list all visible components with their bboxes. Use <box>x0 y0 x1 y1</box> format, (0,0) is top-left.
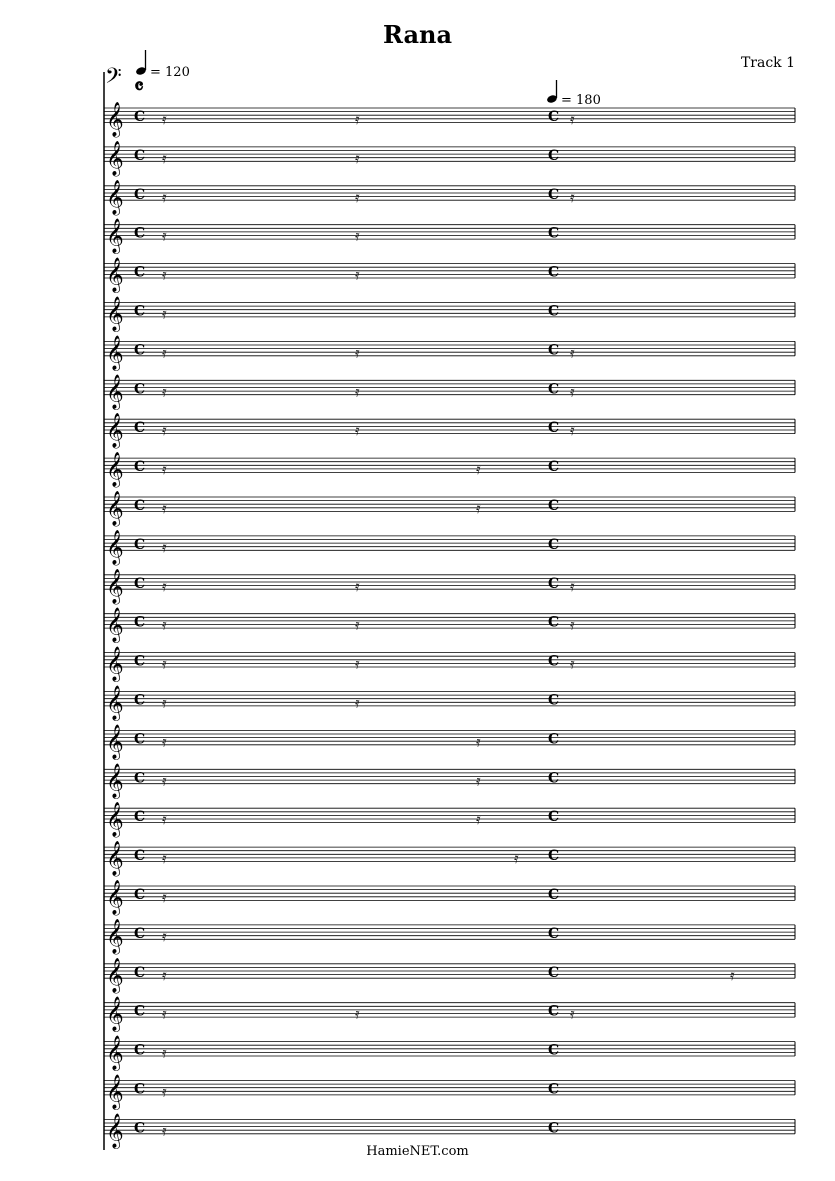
rest-icon: 𝄿 <box>162 1043 167 1062</box>
rest-icon: 𝄿 <box>162 615 167 634</box>
treble-clef-icon: 𝄞 <box>106 1074 124 1110</box>
treble-clef-icon: 𝄞 <box>106 413 124 449</box>
rest-icon: 𝄿 <box>162 1082 167 1101</box>
treble-clef-icon: 𝄞 <box>106 452 124 488</box>
treble-clef-icon: 𝄞 <box>106 763 124 799</box>
staff <box>104 102 795 138</box>
rest-icon: 𝄿 <box>162 654 167 673</box>
treble-clef-icon: 𝄞 <box>106 140 124 176</box>
rest-icon: 𝄿 <box>570 343 575 362</box>
time-signature-icon: C <box>134 342 146 359</box>
rest-icon: 𝄿 <box>162 226 167 245</box>
time-signature-icon: C <box>134 614 146 631</box>
rest-icon: 𝄿 <box>355 1004 360 1023</box>
treble-clef-icon: 𝄞 <box>106 802 124 838</box>
time-signature-icon: C <box>548 1081 560 1098</box>
rest-icon: 𝄿 <box>476 499 481 517</box>
staff <box>104 880 795 916</box>
time-signature-icon: C <box>134 653 146 670</box>
time-signature-icon: C <box>134 692 146 709</box>
treble-clef-icon: 𝄞 <box>106 529 124 565</box>
staff <box>104 686 795 722</box>
staves-group <box>104 102 795 1149</box>
rest-icon: 𝄿 <box>570 187 575 206</box>
rest-icon: 𝄿 <box>355 382 360 401</box>
time-signature-icon: C <box>548 536 560 553</box>
time-signature-icon: C <box>134 303 146 320</box>
rest-icon: 𝄿 <box>570 421 575 440</box>
staff <box>104 569 795 605</box>
rest-icon: 𝄿 <box>162 148 167 167</box>
treble-clef-icon: 𝄞 <box>106 996 124 1032</box>
time-signature-icon: C <box>134 147 146 164</box>
time-signature-icon: C <box>134 1042 146 1059</box>
time-signature-icon: C <box>134 381 146 398</box>
treble-clef-icon: 𝄞 <box>106 374 124 410</box>
rest-icon: 𝄿 <box>355 693 360 712</box>
score-title: Rana <box>382 20 453 49</box>
staff <box>104 1036 795 1072</box>
time-signature-icon: C <box>134 964 146 981</box>
bass-clef-header <box>105 50 601 108</box>
rest-icon: 𝄿 <box>730 965 735 984</box>
rest-icon: 𝄿 <box>355 576 360 595</box>
time-signature-icon: C <box>548 848 560 865</box>
staff <box>104 258 795 294</box>
rest-icon: 𝄿 <box>162 460 167 479</box>
treble-clef-icon: 𝄞 <box>106 179 124 215</box>
bass-clef-icon: 𝄢 <box>105 64 122 94</box>
treble-clef-icon: 𝄞 <box>106 724 124 760</box>
rest-icon: 𝄿 <box>162 382 167 401</box>
rest-icon: 𝄿 <box>162 926 167 945</box>
time-signature-icon: C <box>134 809 146 826</box>
time-signature-icon: C <box>548 692 560 709</box>
time-signature-icon: C <box>548 1003 560 1020</box>
time-signature-icon: C <box>548 459 560 476</box>
rest-icon: 𝄿 <box>162 771 167 790</box>
time-signature-icon: C <box>548 964 560 981</box>
time-signature-icon: C <box>134 770 146 787</box>
treble-clef-icon: 𝄞 <box>106 257 124 293</box>
staff <box>104 530 795 566</box>
tempo-mark-2 <box>546 80 601 108</box>
rest-icon: 𝄿 <box>355 615 360 634</box>
footer-credit: HamieNET.com <box>366 1144 469 1159</box>
rest-icon: 𝄿 <box>162 888 167 906</box>
rest-icon: 𝄿 <box>476 460 481 479</box>
rest-icon: 𝄿 <box>162 732 167 751</box>
staff <box>104 724 795 760</box>
rest-icon: 𝄿 <box>355 187 360 206</box>
treble-clef-icon: 𝄞 <box>106 918 124 954</box>
treble-clef-icon: 𝄞 <box>106 568 124 604</box>
rest-icon: 𝄿 <box>162 1121 167 1140</box>
time-signature-icon: C <box>134 925 146 942</box>
rest-icon: 𝄿 <box>162 110 167 128</box>
time-signature-icon: C <box>134 109 146 125</box>
treble-clef-icon: 𝄞 <box>106 841 124 877</box>
rest-icon: 𝄿 <box>355 343 360 362</box>
staff <box>104 141 795 177</box>
treble-clef-icon: 𝄞 <box>106 1113 124 1149</box>
rest-icon: 𝄿 <box>570 576 575 595</box>
time-signature-icon: C <box>134 575 146 592</box>
time-signature-icon: C <box>134 536 146 553</box>
treble-clef-icon: 𝄞 <box>106 957 124 993</box>
rest-icon: 𝄿 <box>476 810 481 829</box>
time-signature-icon: C <box>548 770 560 787</box>
staff <box>104 919 795 955</box>
tempo-label-120: = 120 <box>150 65 190 80</box>
rest-icon: 𝄿 <box>570 382 575 401</box>
rest-icon: 𝄿 <box>570 110 575 128</box>
rest-icon: 𝄿 <box>476 771 481 790</box>
time-signature-icon: C <box>134 731 146 748</box>
time-signature-icon: C <box>548 653 560 670</box>
staff <box>104 297 795 333</box>
time-signature-icon: C <box>134 420 146 437</box>
time-signature-icon: C <box>548 887 560 903</box>
rest-icon: 𝄿 <box>162 265 167 284</box>
rest-icon: 𝄿 <box>162 421 167 440</box>
rest-icon: 𝄿 <box>162 810 167 829</box>
time-signature-icon: C <box>548 731 560 748</box>
treble-clef-icon: 𝄞 <box>106 646 124 682</box>
tempo-label-180: = 180 <box>561 93 601 108</box>
rest-icon: 𝄿 <box>355 421 360 440</box>
time-signature-icon: C <box>134 1120 146 1137</box>
treble-clef-icon: 𝄞 <box>106 880 124 915</box>
time-signature-icon: C <box>548 925 560 942</box>
treble-clef-icon: 𝄞 <box>106 218 124 254</box>
time-signature-icon: C <box>548 225 560 242</box>
staff <box>104 219 795 255</box>
rest-icon: 𝄿 <box>355 265 360 284</box>
time-signature-icon: C <box>548 809 560 826</box>
time-signature-icon: C <box>548 303 560 320</box>
staff <box>104 374 795 410</box>
time-signature-icon: C <box>134 848 146 865</box>
staff <box>104 452 795 488</box>
rest-icon: 𝄿 <box>476 732 481 751</box>
rest-icon: 𝄿 <box>162 576 167 595</box>
staff <box>104 802 795 838</box>
time-signature-icon: C <box>548 186 560 203</box>
staff <box>104 413 795 449</box>
staff <box>104 763 795 799</box>
time-signature-icon: C <box>134 1081 146 1098</box>
time-signature-icon: C <box>134 186 146 203</box>
time-signature-icon: C <box>548 1042 560 1059</box>
time-signature-icon: C <box>134 887 146 903</box>
staff <box>104 608 795 644</box>
rest-icon: 𝄿 <box>355 148 360 167</box>
treble-clef-icon: 𝄞 <box>106 296 124 332</box>
rest-icon: 𝄿 <box>162 304 167 323</box>
time-signature-icon: C <box>134 264 146 281</box>
treble-clef-icon: 𝄞 <box>106 1035 124 1071</box>
rest-icon: 𝄿 <box>570 1004 575 1023</box>
rest-icon: 𝄿 <box>355 110 360 128</box>
staff <box>104 958 795 994</box>
time-signature-icon: C <box>548 575 560 592</box>
time-signature-icon: C <box>134 459 146 476</box>
staff <box>104 491 795 527</box>
staff <box>104 180 795 216</box>
treble-clef-icon: 𝄞 <box>106 102 124 137</box>
rest-icon: 𝄿 <box>355 226 360 245</box>
treble-clef-icon: 𝄞 <box>106 685 124 721</box>
time-signature-icon: C <box>548 342 560 359</box>
rest-icon: 𝄿 <box>162 965 167 984</box>
rest-icon: 𝄿 <box>162 187 167 206</box>
time-signature-icon: C <box>548 614 560 631</box>
time-signature-icon: C <box>548 420 560 437</box>
time-signature-common: 𝄴 <box>134 74 144 100</box>
time-signature-icon: C <box>548 381 560 398</box>
rest-icon: 𝄿 <box>570 654 575 673</box>
rest-icon: 𝄿 <box>162 849 167 868</box>
treble-clef-icon: 𝄞 <box>106 491 124 526</box>
time-signature-icon: C <box>548 1120 560 1137</box>
rest-icon: 𝄿 <box>355 654 360 673</box>
rest-icon: 𝄿 <box>162 499 167 517</box>
treble-clef-icon: 𝄞 <box>106 335 124 371</box>
rest-icon: 𝄿 <box>162 343 167 362</box>
rest-icon: 𝄿 <box>162 1004 167 1023</box>
rest-icon: 𝄿 <box>162 537 167 556</box>
rest-icon: 𝄿 <box>570 615 575 634</box>
time-signature-icon: C <box>548 147 560 164</box>
rest-icon: 𝄿 <box>514 849 519 868</box>
staff <box>104 335 795 371</box>
staff <box>104 997 795 1033</box>
rest-icon: 𝄿 <box>162 693 167 712</box>
staff <box>104 841 795 877</box>
time-signature-icon: C <box>548 109 560 125</box>
time-signature-icon: C <box>134 225 146 242</box>
time-signature-icon: C <box>134 1003 146 1020</box>
staff <box>104 647 795 683</box>
staff <box>104 1075 795 1111</box>
instrument-name: Track 1 <box>740 55 795 71</box>
time-signature-icon: C <box>548 264 560 281</box>
time-signature-icon: C <box>548 498 560 514</box>
time-signature-icon: C <box>134 498 146 514</box>
treble-clef-icon: 𝄞 <box>106 607 124 643</box>
